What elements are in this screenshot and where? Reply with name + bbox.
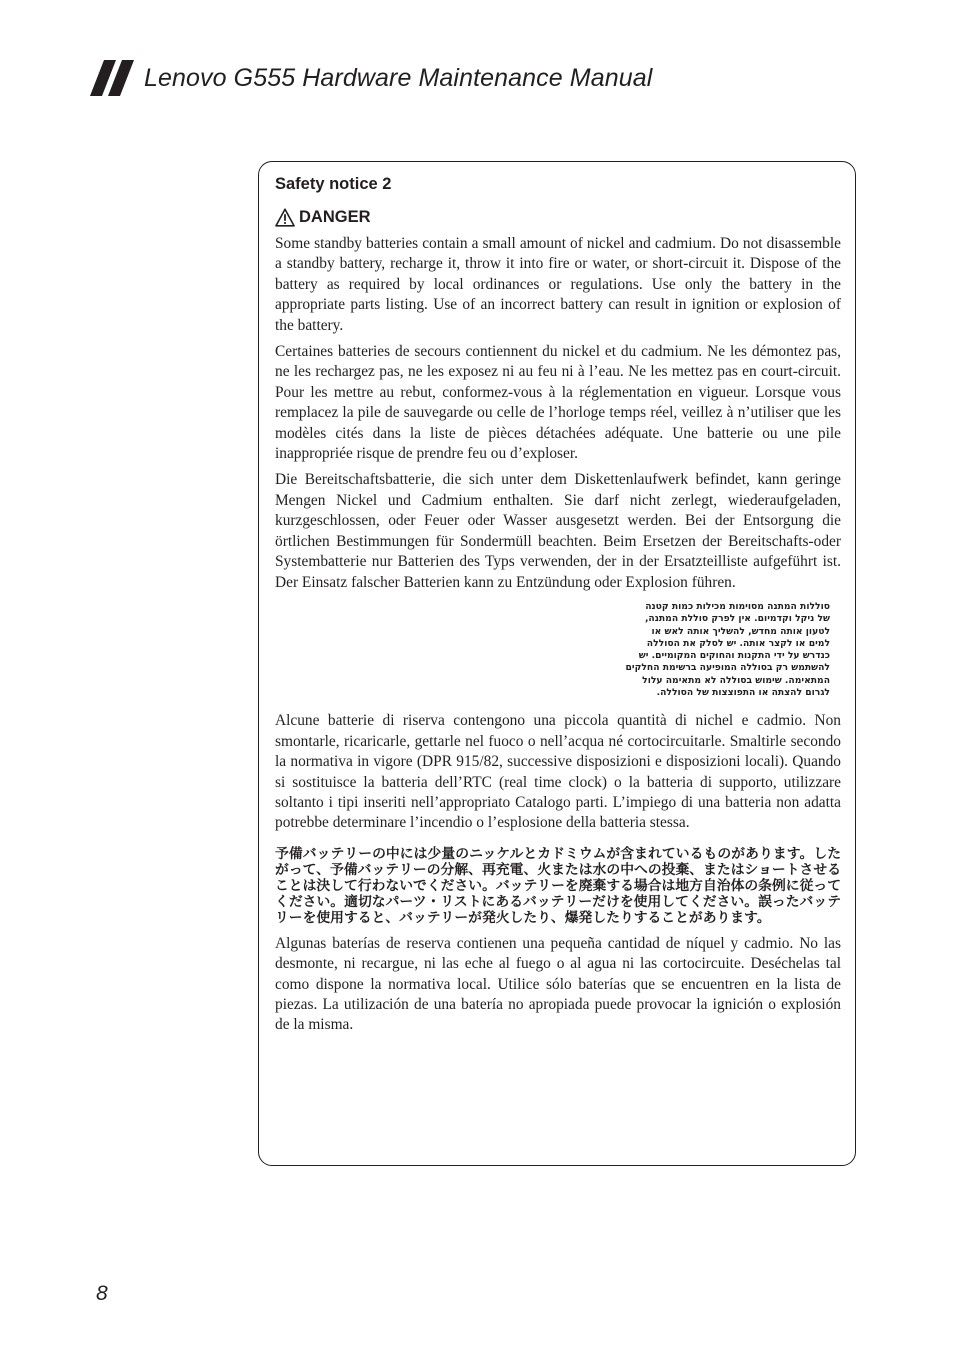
danger-heading xyxy=(275,206,841,228)
notice-paragraph-italian: Alcune batterie di riserva contengono una piccola quantità di nichel e cadmio. Non smontarle, ricaricarle, gettarle nel fuoco o nell’acqua né cortocircuitarle. Smaltirle secondo la normativa in vigore (DPR 915/82, successive disposizioni e disposizioni locali). Quando si sostituisce la batteria dell’RTC (real time clock) o la batteria di supporto, utilizzare soltanto i tipi inseriti nell’appropriato Catalogo parti. L’impiego di una batteria non adatta potrebbe determinare l’incendio o l’esplosione della batteria stessa. xyxy=(275,712,841,832)
hebrew-line: המתאימה. שימוש בסוללה לא מתאימה עלול xyxy=(642,674,830,686)
hebrew-line: לטעון אותה מחדש, להשליך אותה לאש או xyxy=(651,625,830,637)
double-slash-logo-icon xyxy=(90,60,136,96)
hebrew-line: למים או לקצר אותה. יש לסלק את הסוללה xyxy=(646,637,830,649)
safety-notice-title: Safety notice 2 xyxy=(275,175,392,193)
notice-paragraph-spanish: Algunas baterías de reserva contienen una pequeña cantidad de níquel y cadmio. No las desmonte, ni recargue, ni las eche al fuego o al agua ni las cortocircuite. Deséchelas tal como dispone la normativa local. Utilice sólo baterías que se encuentren en la lista de piezas. La utilización de una batería no apropiada puede provocar la ignición o explosión de la misma. xyxy=(275,934,841,1034)
hebrew-line: להשתמש רק בסוללה המופיעה ברשימת החלקים xyxy=(625,662,830,674)
notice-paragraph-english: Some standby batteries contain a small amount of nickel and cadmium. Do not disassemble a standby battery, recharge it, throw it into fire or water, or short-circuit it. Dispose of the battery as required by local ordinances or regulations. Use only the battery in the appropriate parts listing. Use of an incorrect battery can result in ignition or explosion of the battery. xyxy=(275,235,841,334)
notice-paragraph-french: Certaines batteries de secours contiennent du nickel et du cadmium. Ne les démontez pas, ne les rechargez pas, ne les exposez ni au feu ni à l’eau. Ne les mettez pas en court-circuit. Pour les mettre au rebut, conformez-vous à la réglementation en vigueur. Lorsque vous remplacez la pile de sauvegarde ou celle de l’horloge temps réel, veillez à n’utiliser que les modèles cités dans la liste de pièces détachées adéquate. Une batterie ou une pile inappropriée risque de prendre feu ou d’exploser. xyxy=(275,343,841,463)
hebrew-line: סוללות המתנה מסוימות מכילות כמות קטנה xyxy=(645,600,830,612)
safety-notice-box xyxy=(258,161,856,1166)
notice-paragraph-japanese: 予備バッテリーの中には少量のニッケルとカドミウムが含まれているものがあります。したがって、予備バッテリーの分解、再充電、火または水の中への投棄、またはショートさせることは決して行わないでください。バッテリーを廃棄する場合は地方自治体の条例に従ってください。適切なパーツ・リストにあるバッテリーだけを使用してください。誤ったバッテリーを使用すると、バッテリーが発火したり、爆発したりすることがあります。 xyxy=(275,845,841,926)
hebrew-line: של ניקל וקדמיום. אין לפרק סוללת המתנה, xyxy=(644,613,830,625)
safety-notice-content xyxy=(275,174,841,1042)
page-header xyxy=(90,58,652,98)
hebrew-line: כנדרש על ידי התקנות והחוקים המקומיים. יש xyxy=(638,650,830,662)
warning-triangle-icon xyxy=(275,208,295,227)
notice-paragraph-german: Die Bereitschaftsbatterie, die sich unter dem Diskettenlaufwerk befindet, kann geringe Mengen Nickel und Cadmium enthalten. Sie darf nicht zerlegt, wiederaufgeladen, kurzgeschlossen, oder Feuer oder Wasser ausgesetzt werden. Bei der Entsorgung die örtlichen Bestimmungen für Sondermüll beachten. Beim Ersetzen der Bereitschafts-oder Systembatterie nur Batterien des Typs verwenden, der in der Ersatzteilliste aufgeführt ist. Der Einsatz falscher Batterien kann zu Entzündung oder Explosion führen. xyxy=(275,471,841,591)
page-number: 8 xyxy=(96,1282,108,1305)
danger-label: DANGER xyxy=(299,207,371,226)
notice-paragraph-hebrew xyxy=(590,601,830,699)
hebrew-line: לגרום להצתה או התפוצצות של הסוללה. xyxy=(656,686,830,698)
manual-title: Lenovo G555 Hardware Maintenance Manual xyxy=(144,63,653,92)
